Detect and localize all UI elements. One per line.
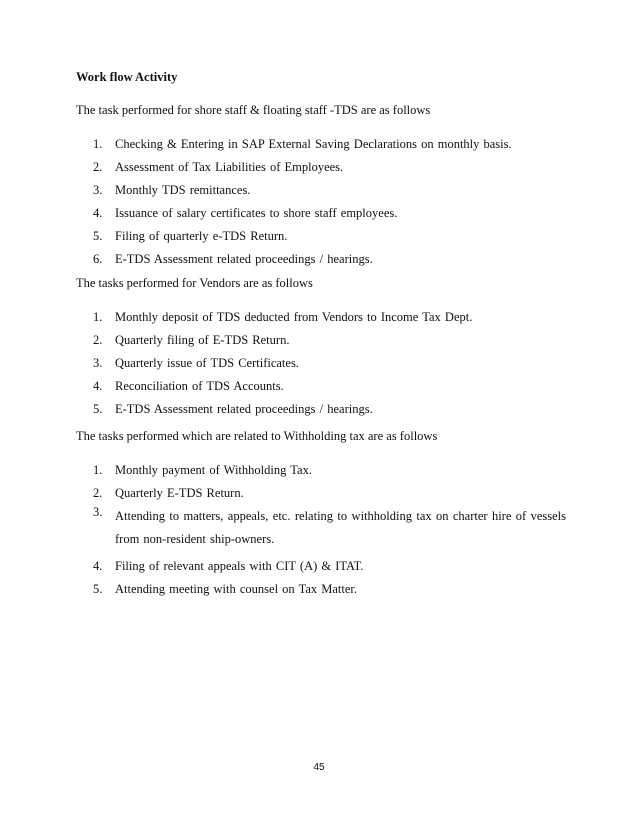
list-item xyxy=(76,229,566,244)
list-item xyxy=(76,183,566,198)
item-number: 6. xyxy=(93,252,103,266)
list-item xyxy=(76,505,566,551)
item-number: 3. xyxy=(93,505,103,519)
list-item xyxy=(76,486,566,501)
intro-shore-staff: The task performed for shore staff & floating staff -TDS are as follows xyxy=(76,103,431,117)
item-number: 5. xyxy=(93,582,103,596)
shore-staff-task-list xyxy=(76,137,566,275)
item-text: Monthly TDS remittances. xyxy=(115,183,251,197)
item-text: Monthly deposit of TDS deducted from Vendors to Income Tax Dept. xyxy=(115,310,473,324)
section-heading: Work flow Activity xyxy=(76,70,178,84)
item-number: 3. xyxy=(93,183,103,197)
item-text: Attending meeting with counsel on Tax Matter. xyxy=(115,582,358,596)
list-item xyxy=(76,310,566,325)
item-text: E-TDS Assessment related proceedings / hearings. xyxy=(115,402,373,416)
item-number: 4. xyxy=(93,379,103,393)
item-number: 3. xyxy=(93,356,103,370)
item-text: Issuance of salary certificates to shore staff employees. xyxy=(115,206,398,220)
item-text: Quarterly issue of TDS Certificates. xyxy=(115,356,299,370)
intro-vendors: The tasks performed for Vendors are as follows xyxy=(76,276,313,290)
item-text: Assessment of Tax Liabilities of Employees. xyxy=(115,160,344,174)
list-item xyxy=(76,333,566,348)
item-number: 2. xyxy=(93,160,103,174)
list-item xyxy=(76,582,566,597)
item-text: Quarterly E-TDS Return. xyxy=(115,486,244,500)
page-number: 45 xyxy=(313,762,325,773)
item-number: 1. xyxy=(93,310,103,324)
list-item xyxy=(76,402,566,417)
list-item xyxy=(76,356,566,371)
list-item xyxy=(76,252,566,267)
list-item xyxy=(76,160,566,175)
item-text: E-TDS Assessment related proceedings / hearings. xyxy=(115,252,373,266)
item-text: Filing of quarterly e-TDS Return. xyxy=(115,229,288,243)
item-text: Checking & Entering in SAP External Saving Declarations on monthly basis. xyxy=(115,137,512,151)
item-text: Reconciliation of TDS Accounts. xyxy=(115,379,284,393)
list-item xyxy=(76,206,566,221)
item-text: Filing of relevant appeals with CIT (A) & ITAT. xyxy=(115,559,364,573)
item-number: 1. xyxy=(93,463,103,477)
item-number: 2. xyxy=(93,486,103,500)
list-item xyxy=(76,379,566,394)
item-number: 5. xyxy=(93,229,103,243)
item-number: 4. xyxy=(93,559,103,573)
item-text: Monthly payment of Withholding Tax. xyxy=(115,463,312,477)
withholding-tax-task-list xyxy=(76,463,566,605)
item-number: 4. xyxy=(93,206,103,220)
item-number: 2. xyxy=(93,333,103,347)
item-number: 5. xyxy=(93,402,103,416)
intro-withholding-tax: The tasks performed which are related to Withholding tax are as follows xyxy=(76,429,438,443)
item-text: Attending to matters, appeals, etc. relating to withholding tax on charter hire of vessels from non-resident ship-owners. xyxy=(115,509,566,546)
item-number: 1. xyxy=(93,137,103,151)
list-item xyxy=(76,137,566,152)
item-text: Quarterly filing of E-TDS Return. xyxy=(115,333,290,347)
list-item xyxy=(76,463,566,478)
vendor-task-list xyxy=(76,310,566,425)
list-item xyxy=(76,559,566,574)
